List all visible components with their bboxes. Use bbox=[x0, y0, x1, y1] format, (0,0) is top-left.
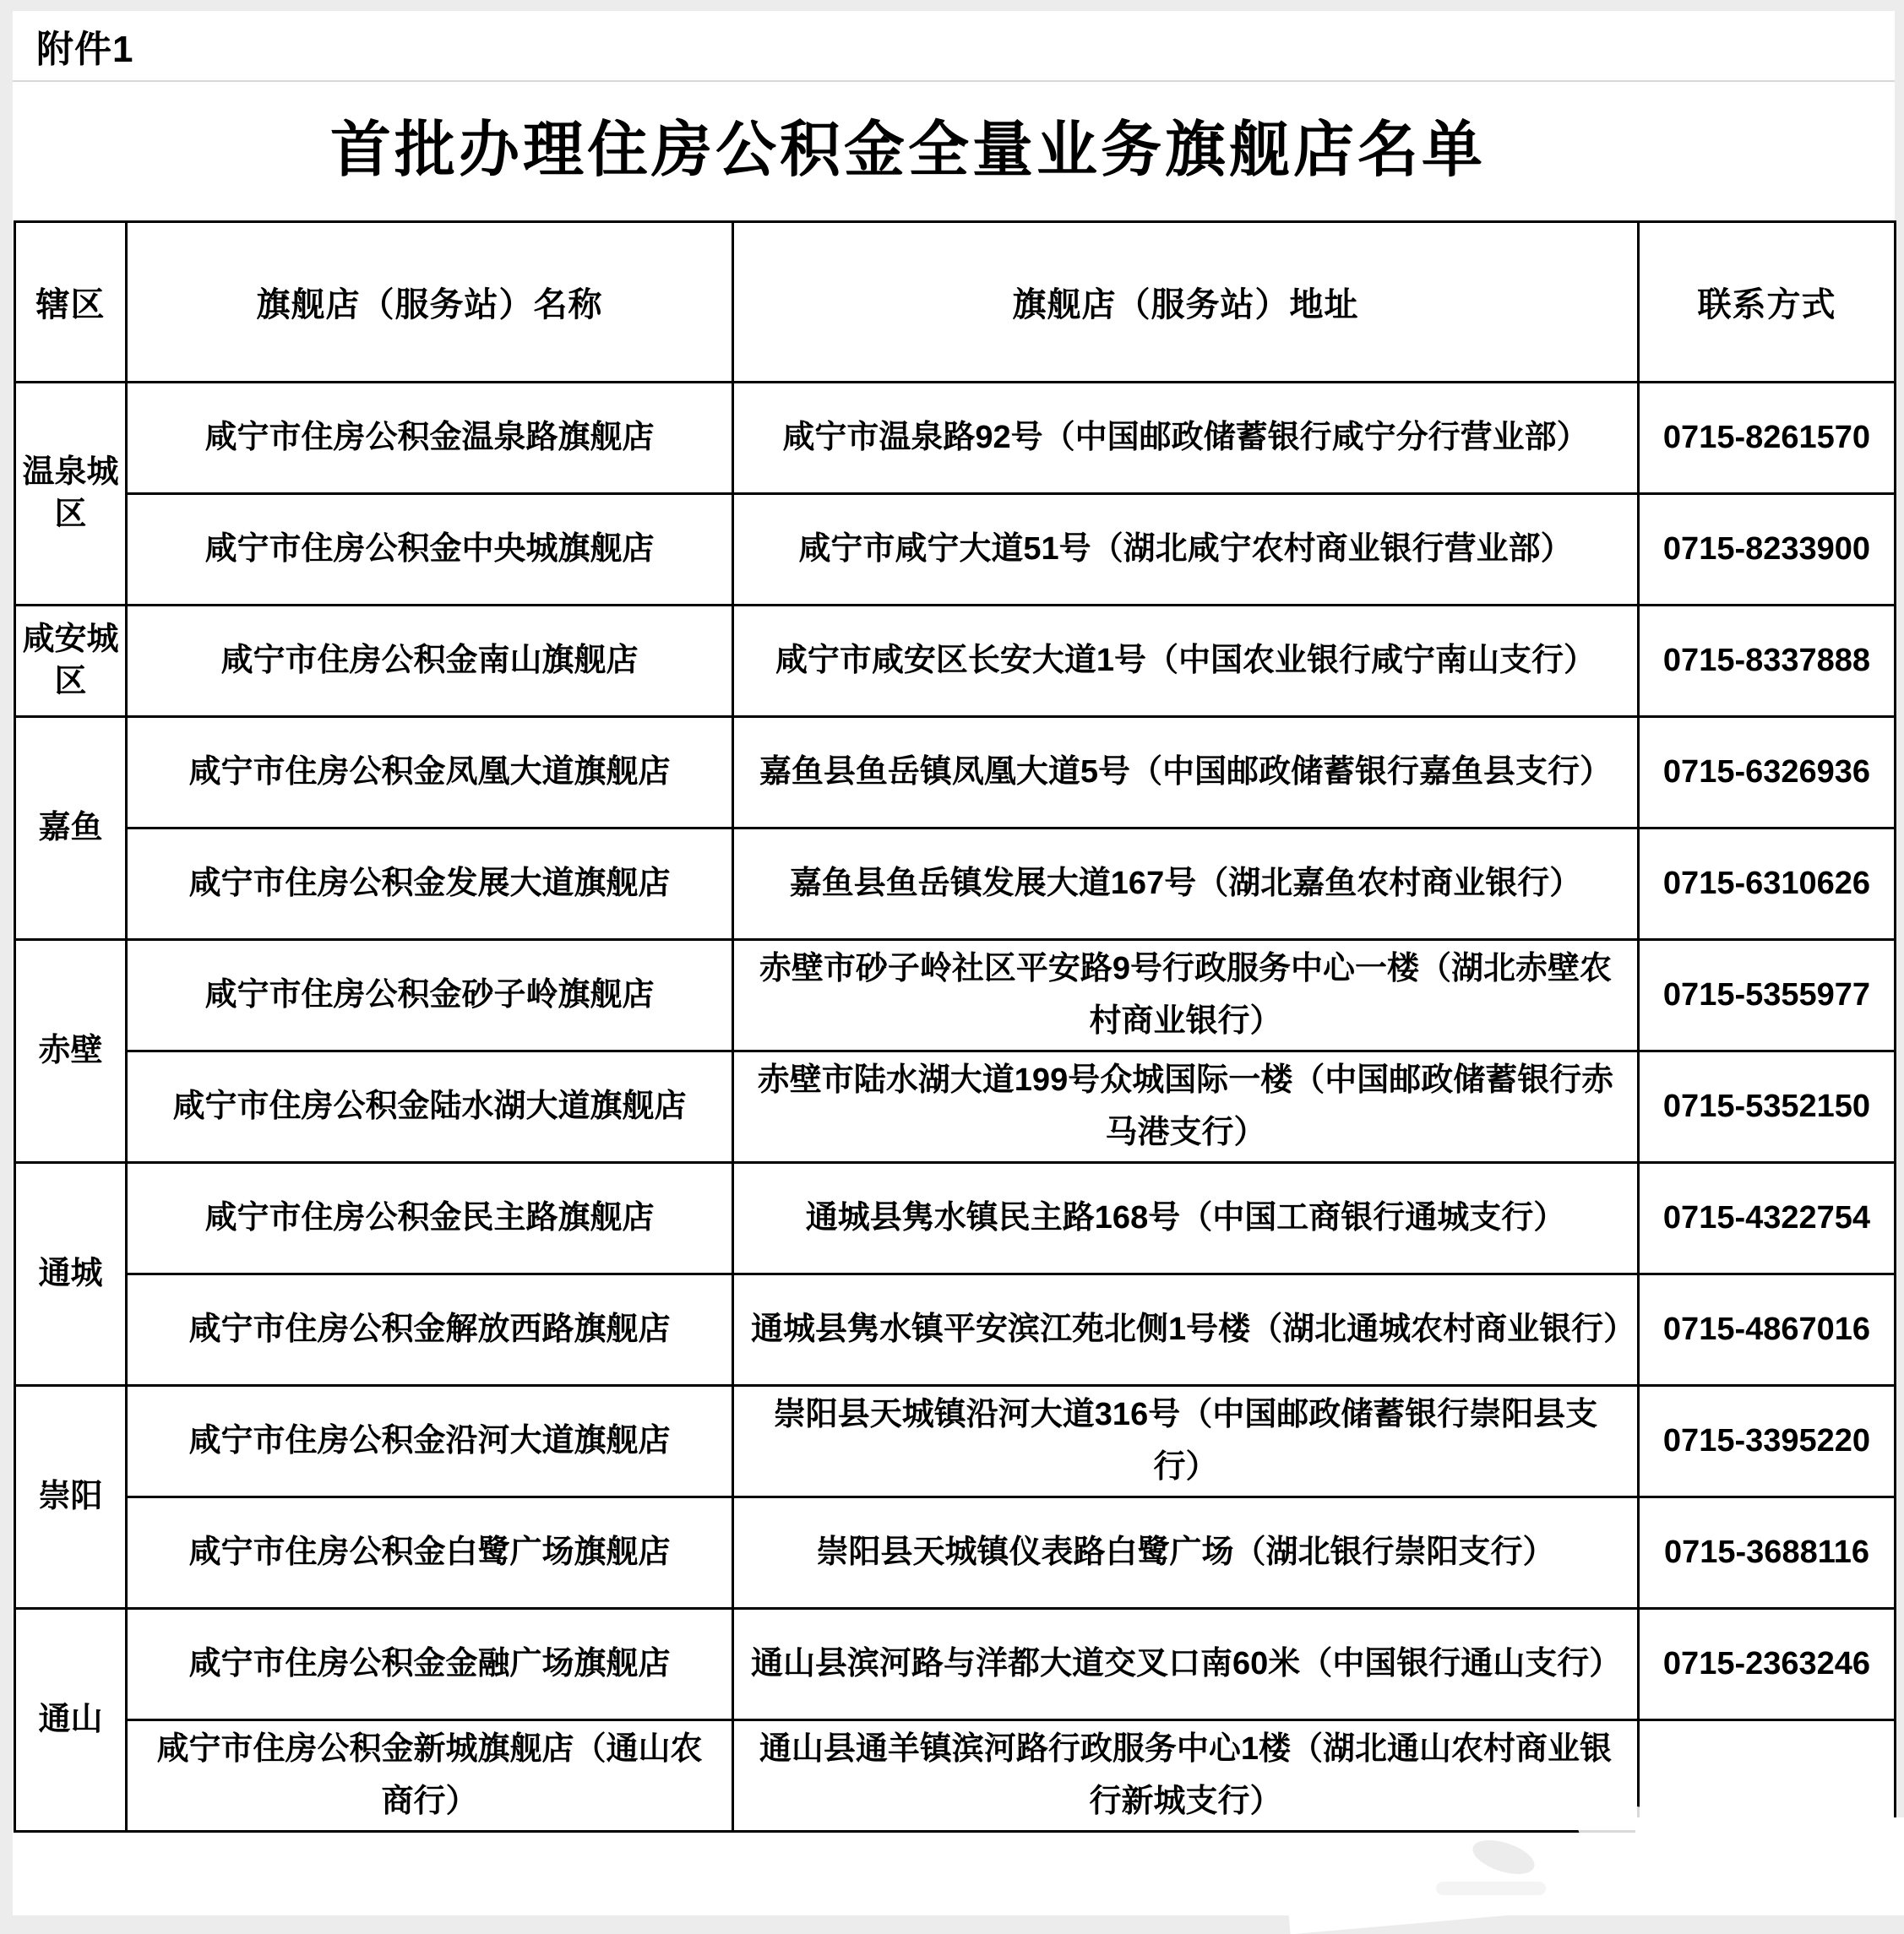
store-name-cell: 咸宁市住房公积金新城旗舰店（通山农商行） bbox=[127, 1720, 733, 1832]
phone-cell bbox=[1639, 1720, 1896, 1832]
table-row bbox=[15, 383, 1896, 494]
store-name-cell: 咸宁市住房公积金金融广场旗舰店 bbox=[127, 1609, 733, 1720]
phone-cell: 0715-6326936 bbox=[1639, 717, 1896, 828]
store-name-cell: 咸宁市住房公积金凤凰大道旗舰店 bbox=[127, 717, 733, 828]
flagship-store-table bbox=[14, 220, 1896, 1833]
phone-cell: 0715-2363246 bbox=[1639, 1609, 1896, 1720]
phone-cell: 0715-4867016 bbox=[1639, 1274, 1896, 1386]
table-row bbox=[15, 1386, 1896, 1497]
table-row bbox=[15, 1497, 1896, 1609]
phone-cell: 0715-6310626 bbox=[1639, 828, 1896, 940]
table-row bbox=[15, 717, 1896, 828]
table-header-row bbox=[15, 222, 1896, 383]
address-cell: 通山县通羊镇滨河路行政服务中心1楼（湖北通山农村商业银行新城支行） bbox=[733, 1720, 1639, 1832]
table-row bbox=[15, 940, 1896, 1051]
district-cell: 温泉城区 bbox=[15, 383, 127, 606]
table-row bbox=[15, 494, 1896, 606]
header-contact: 联系方式 bbox=[1639, 222, 1896, 383]
attachment-label: 附件1 bbox=[36, 29, 134, 70]
store-name-cell: 咸宁市住房公积金中央城旗舰店 bbox=[127, 494, 733, 606]
phone-cell: 0715-3395220 bbox=[1639, 1386, 1896, 1497]
address-cell: 嘉鱼县鱼岳镇发展大道167号（湖北嘉鱼农村商业银行） bbox=[733, 828, 1639, 940]
district-cell: 通城 bbox=[15, 1163, 127, 1386]
phone-cell: 0715-8233900 bbox=[1639, 494, 1896, 606]
address-cell: 咸宁市咸宁大道51号（湖北咸宁农村商业银行营业部） bbox=[733, 494, 1639, 606]
header-district: 辖区 bbox=[15, 222, 127, 383]
store-name-cell: 咸宁市住房公积金民主路旗舰店 bbox=[127, 1163, 733, 1274]
address-cell: 赤壁市陆水湖大道199号众城国际一楼（中国邮政储蓄银行赤马港支行） bbox=[733, 1051, 1639, 1163]
store-name-cell: 咸宁市住房公积金白鹭广场旗舰店 bbox=[127, 1497, 733, 1609]
table-row bbox=[15, 828, 1896, 940]
phone-cell: 0715-5355977 bbox=[1639, 940, 1896, 1051]
table-row bbox=[15, 1274, 1896, 1386]
store-name-cell: 咸宁市住房公积金陆水湖大道旗舰店 bbox=[127, 1051, 733, 1163]
title-block bbox=[13, 84, 1895, 220]
phone-cell: 0715-8261570 bbox=[1639, 383, 1896, 494]
phone-cell: 0715-4322754 bbox=[1639, 1163, 1896, 1274]
district-cell: 通山 bbox=[15, 1609, 127, 1832]
table-row bbox=[15, 1609, 1896, 1720]
phone-cell: 0715-5352150 bbox=[1639, 1051, 1896, 1163]
address-cell: 崇阳县天城镇仪表路白鹭广场（湖北银行崇阳支行） bbox=[733, 1497, 1639, 1609]
header-store-address: 旗舰店（服务站）地址 bbox=[733, 222, 1639, 383]
phone-cell: 0715-3688116 bbox=[1639, 1497, 1896, 1609]
store-name-cell: 咸宁市住房公积金砂子岭旗舰店 bbox=[127, 940, 733, 1051]
store-name-cell: 咸宁市住房公积金温泉路旗舰店 bbox=[127, 383, 733, 494]
district-cell: 赤壁 bbox=[15, 940, 127, 1163]
address-cell: 通山县滨河路与洋都大道交叉口南60米（中国银行通山支行） bbox=[733, 1609, 1639, 1720]
district-cell: 崇阳 bbox=[15, 1386, 127, 1609]
address-cell: 咸宁市温泉路92号（中国邮政储蓄银行咸宁分行营业部） bbox=[733, 383, 1639, 494]
whiteout-overlay bbox=[1578, 1806, 1671, 1850]
store-name-cell: 咸宁市住房公积金发展大道旗舰店 bbox=[127, 828, 733, 940]
address-cell: 咸宁市咸安区长安大道1号（中国农业银行咸宁南山支行） bbox=[733, 606, 1639, 717]
address-cell: 通城县隽水镇民主路168号（中国工商银行通城支行） bbox=[733, 1163, 1639, 1274]
district-cell: 咸安城区 bbox=[15, 606, 127, 717]
address-cell: 通城县隽水镇平安滨江苑北侧1号楼（湖北通城农村商业银行） bbox=[733, 1274, 1639, 1386]
phone-cell: 0715-8337888 bbox=[1639, 606, 1896, 717]
attachment-strip bbox=[13, 11, 1895, 82]
district-cell: 嘉鱼 bbox=[15, 717, 127, 940]
store-name-cell: 咸宁市住房公积金解放西路旗舰店 bbox=[127, 1274, 733, 1386]
header-store-name: 旗舰店（服务站）名称 bbox=[127, 222, 733, 383]
address-cell: 崇阳县天城镇沿河大道316号（中国邮政储蓄银行崇阳县支行） bbox=[733, 1386, 1639, 1497]
address-cell: 嘉鱼县鱼岳镇凤凰大道5号（中国邮政储蓄银行嘉鱼县支行） bbox=[733, 717, 1639, 828]
table-row bbox=[15, 606, 1896, 717]
table-row bbox=[15, 1163, 1896, 1274]
address-cell: 赤壁市砂子岭社区平安路9号行政服务中心一楼（湖北赤壁农村商业银行） bbox=[733, 940, 1639, 1051]
table-row bbox=[15, 1051, 1896, 1163]
store-name-cell: 咸宁市住房公积金沿河大道旗舰店 bbox=[127, 1386, 733, 1497]
page-title: 首批办理住房公积金全量业务旗舰店名单 bbox=[329, 117, 1486, 184]
smudge-artifact bbox=[1436, 1882, 1546, 1895]
store-name-cell: 咸宁市住房公积金南山旗舰店 bbox=[127, 606, 733, 717]
